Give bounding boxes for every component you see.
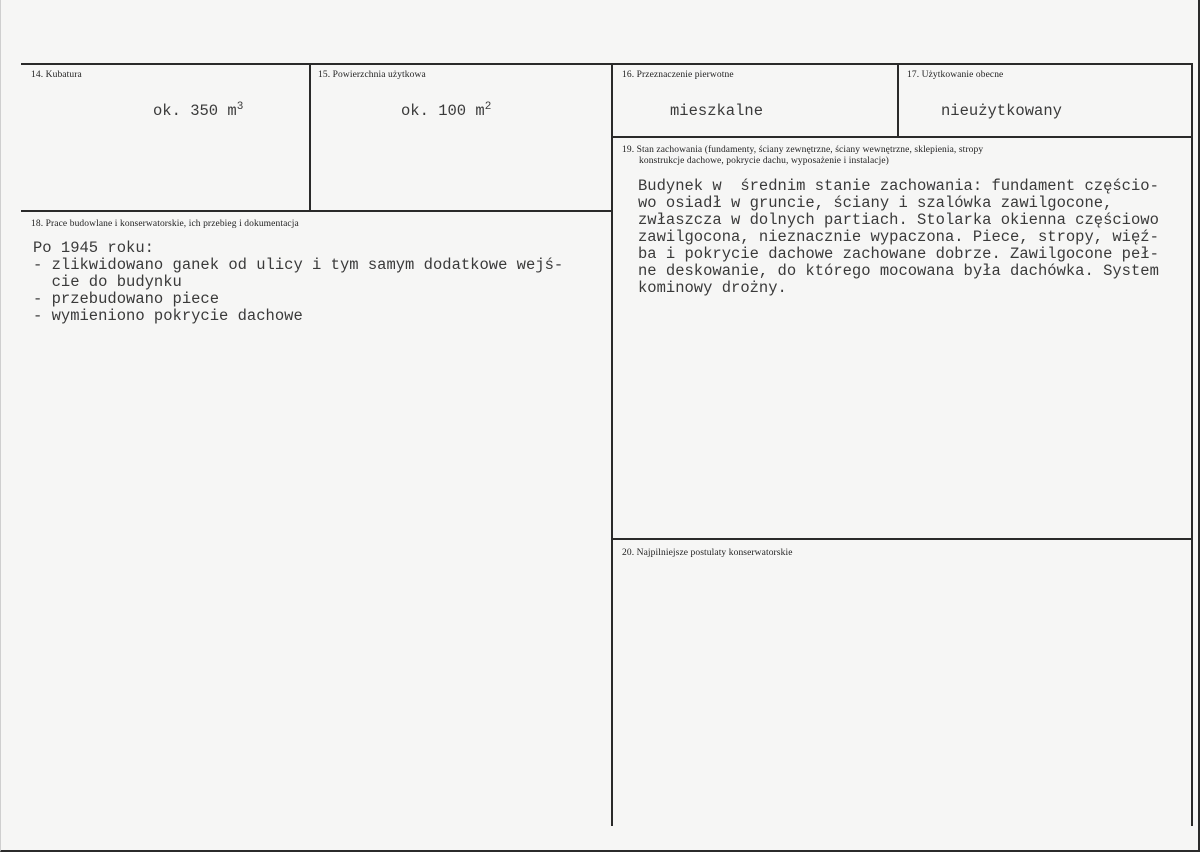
- field-20-label: 20. Najpilniejsze postulaty konserwatorskie: [622, 548, 793, 558]
- field-18-label: 18. Prace budowlane i konserwatorskie, ich przebieg i dokumentacja: [31, 219, 299, 229]
- field-19-line: ba i pokrycie dachowe zachowane dobrze. Zawilgocone peł-: [638, 245, 1159, 263]
- divider-16-17: [897, 63, 899, 137]
- field-14-unit-exponent: 3: [236, 101, 244, 113]
- field-19-label-line1: 19. Stan zachowania (fundamenty, ściany zewnętrzne, ściany wewnętrzne, sklepienia, stropy: [622, 145, 984, 155]
- field-19-text: [638, 178, 1159, 297]
- field-16-label: 16. Przeznaczenie pierwotne: [622, 70, 734, 80]
- field-18-line: - wymieniono pokrycie dachowe: [33, 307, 303, 325]
- field-14-value: ok. 350 $m^3$: [153, 101, 244, 120]
- field-16-value: mieszkalne: [670, 102, 764, 120]
- field-17-value: nieużytkowany: [941, 102, 1062, 120]
- field-19-line: ne deskowanie, do którego mocowana była dachówka. System: [638, 262, 1159, 280]
- rule-below-row1-left: [21, 210, 613, 212]
- rule-below-row1-right: [613, 136, 1193, 138]
- top-rule: [21, 63, 1193, 65]
- divider-14-15: [309, 63, 311, 211]
- field-19-line: zwłaszcza w dolnych partiach. Stolarka okienna częściowo: [638, 211, 1159, 229]
- field-19-line: zawilgocona, nieznacznie wypaczona. Piece, stropy, więź-: [638, 228, 1159, 246]
- field-18-line: Po 1945 roku:: [33, 239, 154, 257]
- field-18-line: cie do budynku: [33, 273, 182, 291]
- field-14-label: 14. Kubatura: [31, 70, 82, 80]
- field-19-line: Budynek w średnim stanie zachowania: fundament częścio-: [638, 177, 1159, 195]
- field-19-line: kominowy drożny.: [638, 279, 787, 297]
- field-15-unit-exponent: 2: [484, 101, 492, 113]
- field-17-label: 17. Użytkowanie obecne: [907, 70, 1004, 80]
- field-18-line: - przebudowano piece: [33, 290, 220, 308]
- right-edge-rule: [1191, 63, 1193, 826]
- field-19-label-line2: konstrukcje dachowe, pokrycie dachu, wyposażenie i instalacje): [639, 156, 889, 166]
- rule-above-field20: [613, 538, 1193, 540]
- divider-center: [611, 63, 613, 826]
- field-15-label: 15. Powierzchnia użytkowa: [318, 70, 426, 80]
- field-18-line: - zlikwidowano ganek od ulicy i tym samym dodatkowe wejś-: [33, 256, 564, 274]
- field-18-text: [33, 240, 563, 325]
- field-15-value: ok. 100 $m^2$: [401, 101, 492, 120]
- field-19-line: wo osiadł w gruncie, ściany i szalówka zawilgocone,: [638, 194, 1113, 212]
